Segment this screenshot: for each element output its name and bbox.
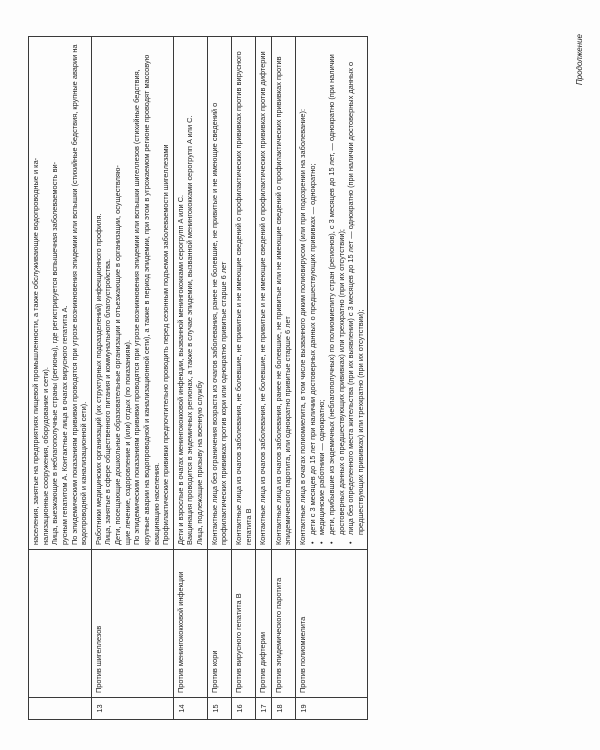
vaccination-name: Против менингококковой инфекции: [173, 550, 207, 698]
row-number: 19: [296, 698, 368, 720]
description-line: русным гепатитом A. Контактные лица в очагах вирусного гепатита A.: [59, 305, 69, 545]
vaccination-name: Против кори: [207, 550, 231, 698]
table-row: [256, 37, 272, 720]
description-line: Дети и взрослые в очагах менингококковой инфекции, вызванной менингококками серогрупп A или C.: [175, 194, 185, 545]
description-line: Контактные лица в очагах полиомиелита, в том числе вызванного диким полиовирусом (или при подозрении на заболевание):: [298, 108, 307, 545]
continued-note: Продолжение: [575, 34, 584, 86]
description-line: По эпидемическим показаниям прививки проводятся при угрозе возникновения эпидемии или вспышки (стихийные бедствия, крупные аварии на водопроводной и канализационной сети).: [69, 44, 89, 545]
list-item: • медицинские работники — однократно;: [317, 41, 327, 535]
description-line: щие лечение, оздоровление и (или) отдых (по показаниям).: [122, 339, 132, 545]
row-number: 18: [271, 698, 295, 720]
row-description: [256, 37, 272, 550]
description-line: По эпидемическим показаниям прививки проводятся при угрозе возникновения эпидемии или вспышки шигеллезов (стихийные бедствия, крупные аварии на водопроводной и канализационной сети), а также в период эпидемии, при этом в угрожаемом регионе проводят массовую вакцинацию населения.: [132, 54, 161, 545]
table-row: [29, 37, 92, 720]
description-line: Контактные лица без ограничения возраста из очагов заболевания, ранее не болевшие, не привитые и не имеющие сведений о профилактических прививках против кори или однократно привитые старше 6 лет: [209, 102, 229, 545]
row-number: 17: [256, 698, 272, 720]
table-row: [173, 37, 207, 720]
row-number: [29, 698, 92, 720]
row-description: [29, 37, 92, 550]
row-number: 13: [91, 698, 173, 720]
row-description: [231, 37, 255, 550]
description-line: Контактные лица из очагов заболевания, ранее не болевшие, не привитые или не имеющие сведений о профилактических прививках против эпидемического паротита, или однократно привитые старше 6 лет: [273, 56, 293, 545]
vaccination-name: Против полиомиелита: [296, 550, 368, 698]
description-line: Дети, посещающие дошкольные образовательные организации и отъезжающие в организации, осуществляю-: [113, 165, 122, 545]
description-line: Профилактические прививки предпочтительно проводить перед сезонным подъемом заболеваемости шигеллезами: [161, 144, 171, 545]
description-line: Лица, подлежащие призыву на военную службу: [195, 380, 204, 545]
description-line: Лица, выезжающие в неблагополучные страны (регионы), где регистрируется вспышечная заболеваемость ви-: [50, 161, 60, 545]
table-row: [91, 37, 173, 720]
row-description: [296, 37, 368, 550]
description-line: Контактные лица из очагов заболевания, не болевшие, не привитые и не имеющие сведений о профилактических прививках против вирусного гепатита B: [233, 51, 253, 545]
list-item: • дети, прибывшие из эндемичных (неблагополучных) по полиомиелиту стран (регионов), с 3 месяцев до 15 лет, — однократно (при наличии достоверных данных о предшествующих прививках) или трехкратно (при их отсутствии);: [327, 41, 346, 535]
vaccination-name: Против шигеллезов: [91, 550, 173, 698]
row-description: [271, 37, 295, 550]
description-line: Вакцинация проводится в эндемичных регионах, а также в случае эпидемии, вызванной менингококками серогрупп A или C.: [185, 115, 195, 545]
description-line: Контактные лица из очагов заболевания, не болевшие, не привитые и не имеющие сведений о профилактических прививках против дифтерии: [258, 51, 268, 545]
row-description: [207, 37, 231, 550]
row-description: [91, 37, 173, 550]
list-item: • дети с 3 месяцев до 15 лет при наличии достоверных данных о предшествующих прививках — однократно;: [308, 41, 318, 535]
vaccination-name: [29, 550, 92, 698]
row-number: 14: [173, 698, 207, 720]
bullet-list: [308, 41, 366, 545]
description-line: Лица, занятые в сфере общественного питания и коммунального благоустройства.: [103, 258, 113, 545]
vaccination-table: [28, 36, 368, 720]
table-row: [231, 37, 255, 720]
table-row: [296, 37, 368, 720]
row-description: [173, 37, 207, 550]
description-line: нализационные сооружения, оборудование и сети).: [40, 367, 50, 545]
table-row: [207, 37, 231, 720]
row-number: 15: [207, 698, 231, 720]
description-line: населения, занятые на предприятиях пищевой промышленности, а также обслуживающие водопроводные и ка-: [31, 157, 40, 545]
row-number: 16: [231, 698, 255, 720]
list-item: • лица без определенного места жительства (при их выявлении) с 3 месяцев до 15 лет — однократно (при наличии достоверных данных о предшествующих прививках) или трехкратно (при их отсутствии);: [346, 41, 365, 535]
vaccination-name: Против дифтерии: [256, 550, 272, 698]
description-line: Работники медицинских организаций (их структурных подразделений) инфекционного профиля.: [93, 213, 103, 545]
table-row: [271, 37, 295, 720]
vaccination-name: Против вирусного гепатита B: [231, 550, 255, 698]
vaccination-name: Против эпидемического паротита: [271, 550, 295, 698]
